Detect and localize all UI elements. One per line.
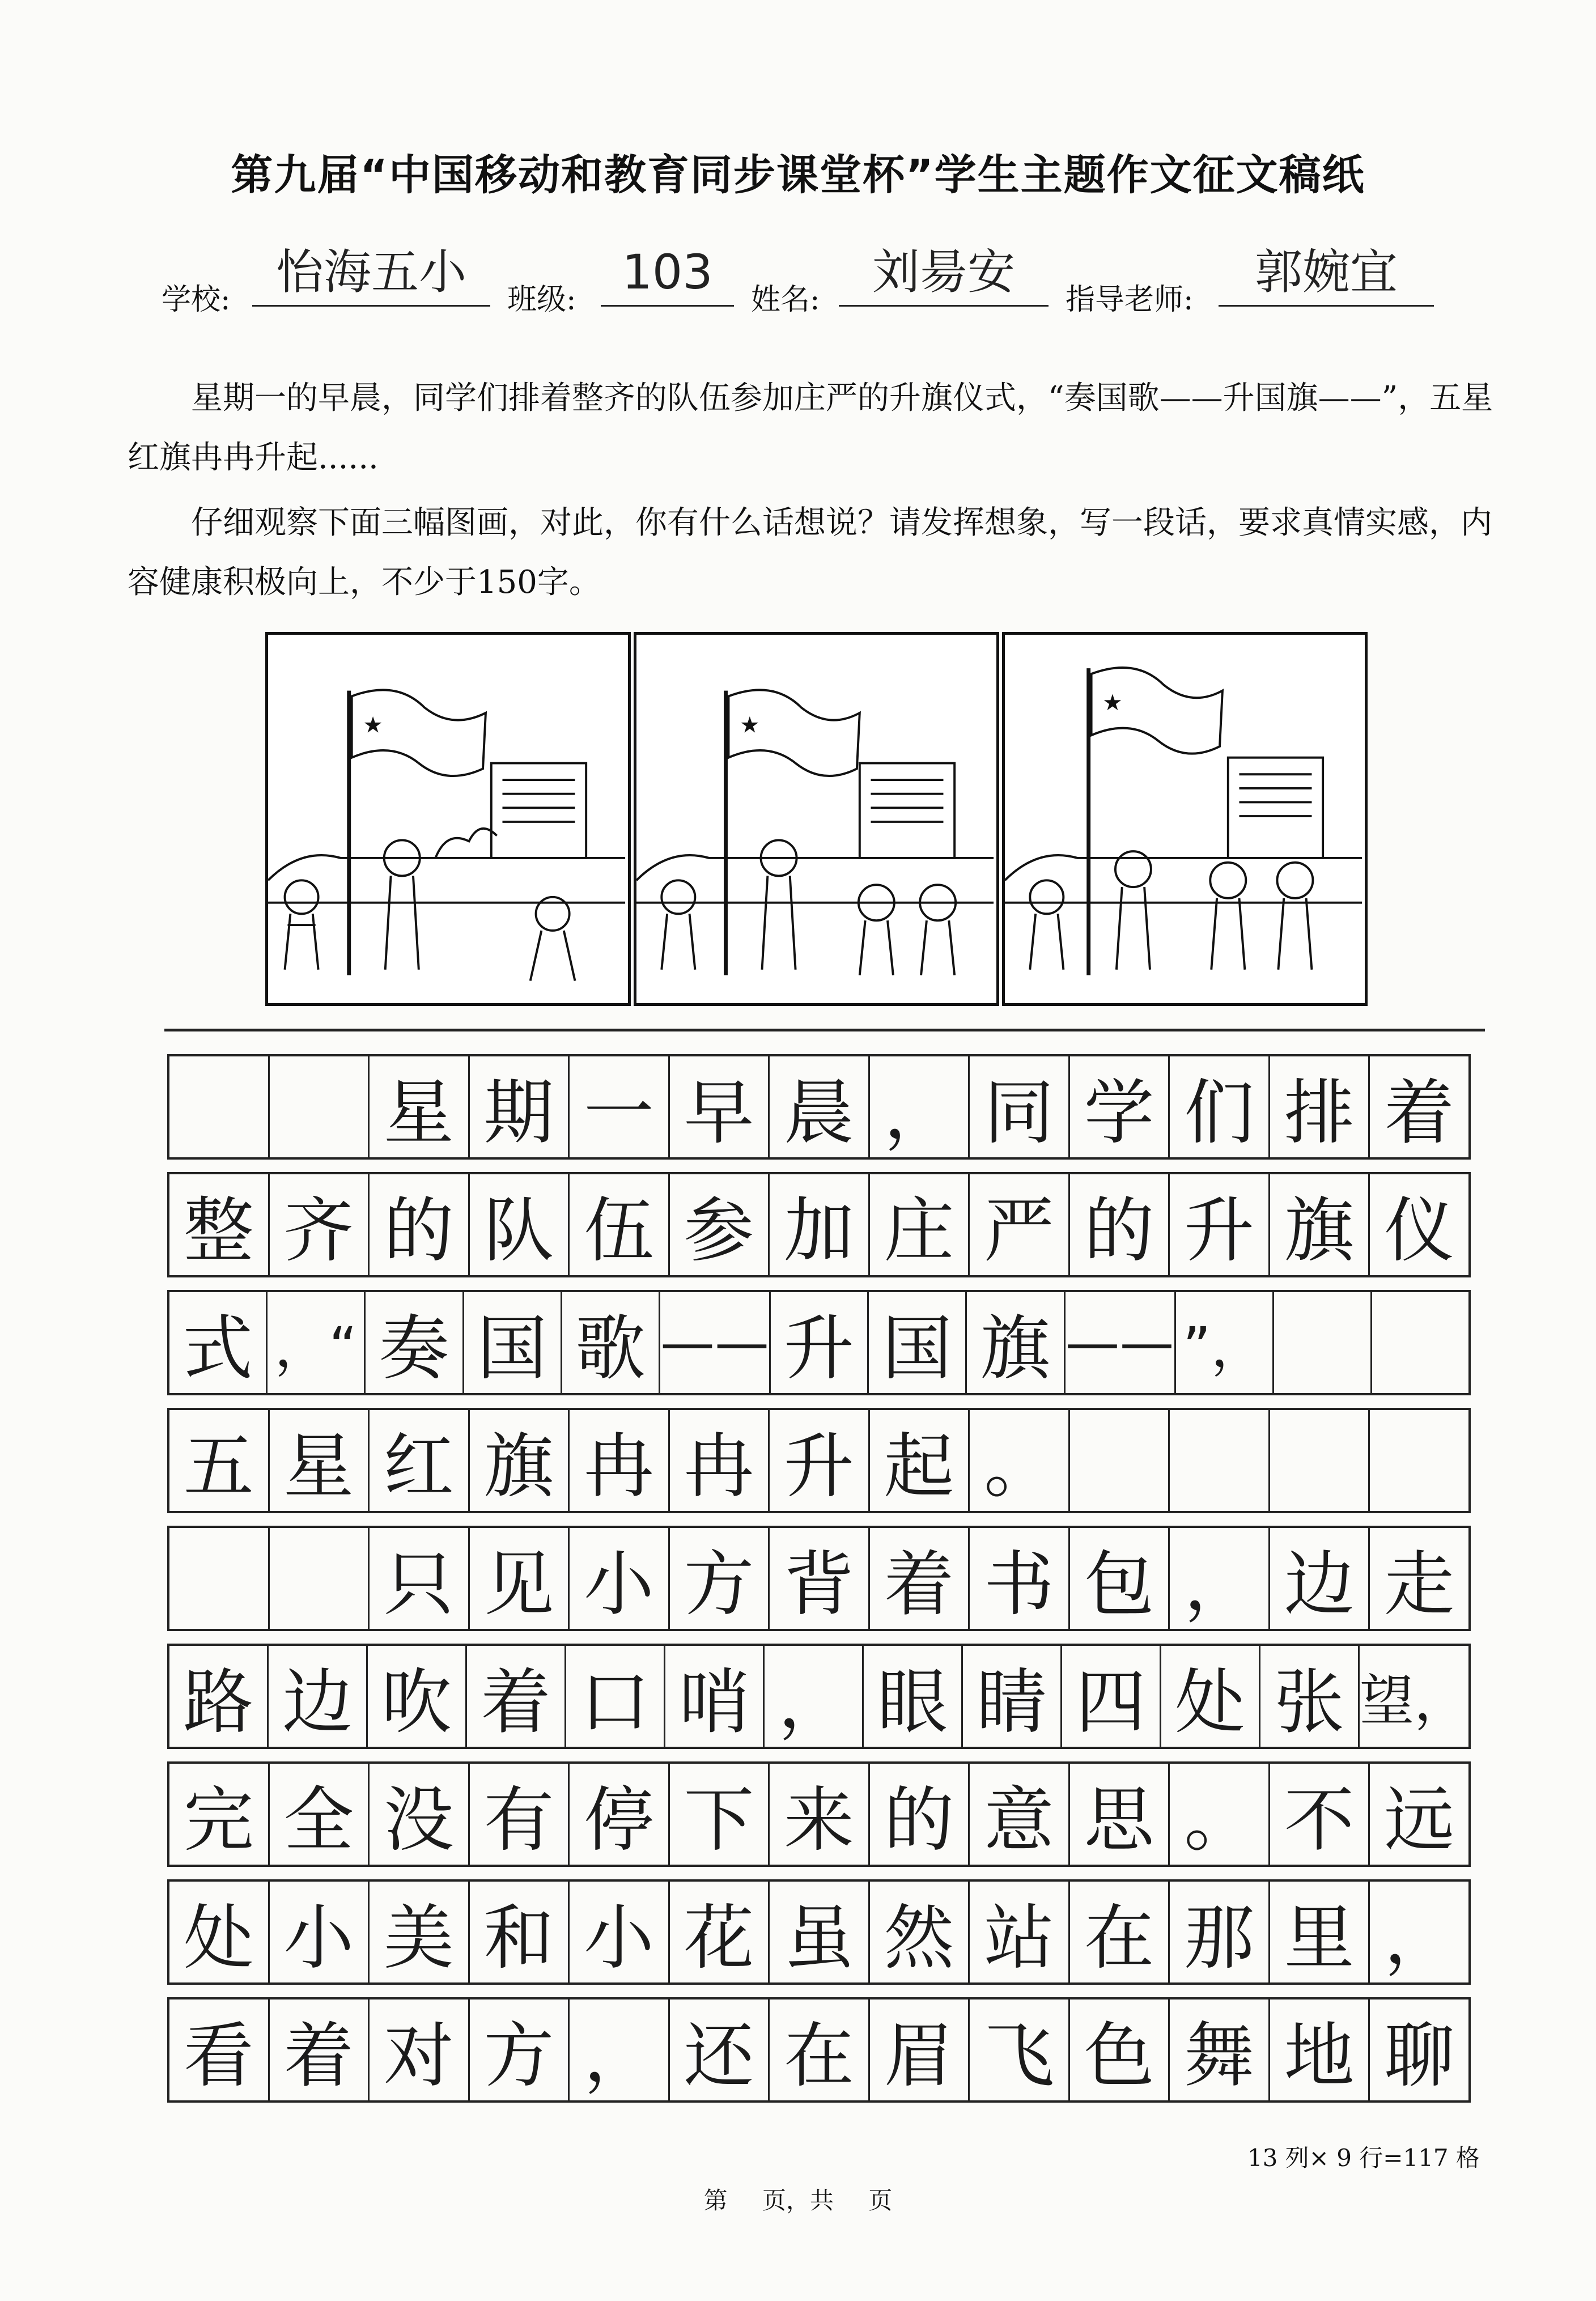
grid-cell[interactable]: 齐 — [270, 1174, 370, 1275]
grid-cell[interactable]: 的 — [870, 1764, 970, 1865]
grid-cell[interactable]: 处 — [1161, 1646, 1260, 1747]
grid-cell[interactable]: 包 — [1070, 1528, 1170, 1629]
page-label: 第 — [703, 2187, 728, 2214]
teacher-field[interactable]: 郭婉宜 — [1219, 244, 1434, 307]
grid-cell[interactable]: 睛 — [963, 1646, 1062, 1747]
picture-panel-2 — [634, 632, 999, 1006]
grid-cell[interactable]: 望， — [1360, 1669, 1468, 1733]
grid-cell[interactable]: 旗 — [967, 1292, 1065, 1393]
grid-cell[interactable]: ”， — [1176, 1292, 1274, 1393]
grid-cell[interactable]: 思 — [1070, 1764, 1170, 1865]
picture-panel-1 — [265, 632, 631, 1006]
grid-cell[interactable]: 还 — [670, 1999, 770, 2100]
grid-row — [167, 1172, 1471, 1277]
grid-cell[interactable]: 国 — [869, 1292, 967, 1393]
grid-cell[interactable]: 书 — [970, 1528, 1070, 1629]
grid-cell[interactable]: 方 — [670, 1528, 770, 1629]
grid-cell[interactable]: 然 — [870, 1882, 970, 1982]
grid-cell[interactable]: 意 — [970, 1764, 1070, 1865]
grid-cell[interactable]: 的 — [1070, 1174, 1170, 1275]
grid-cell[interactable]: 队 — [470, 1174, 570, 1275]
grid-cell[interactable]: 见 — [470, 1528, 570, 1629]
grid-size-note: 13 列× 9 行=117 格 — [1247, 2144, 1480, 2172]
grid-cell[interactable]: 站 — [970, 1882, 1070, 1982]
grid-cell[interactable]: 来 — [770, 1764, 870, 1865]
page-mid-label: 页，共 — [762, 2187, 834, 2214]
grid-cell[interactable]: 方 — [470, 1999, 570, 2100]
grid-cell[interactable]: 。 — [1170, 1764, 1270, 1865]
grid-cell[interactable]: 远 — [1384, 1780, 1455, 1861]
grid-cell[interactable]: 升 — [770, 1410, 870, 1511]
grid-cell[interactable]: 边 — [269, 1646, 368, 1747]
grid-cell[interactable]: 哨 — [665, 1646, 765, 1747]
grid-cell[interactable]: 有 — [470, 1764, 570, 1865]
grid-cell[interactable]: 只 — [370, 1528, 470, 1629]
class-label: 班级: — [507, 283, 576, 317]
grid-cell[interactable]: 星 — [370, 1056, 470, 1157]
grid-cell[interactable]: 背 — [770, 1528, 870, 1629]
grid-cell[interactable]: ， — [870, 1056, 970, 1157]
grid-cell[interactable] — [1270, 1410, 1370, 1511]
grid-cell[interactable]: 庄 — [870, 1174, 970, 1275]
grid-cell[interactable]: 冉 — [670, 1410, 770, 1511]
grid-row — [167, 1290, 1471, 1395]
grid-cell[interactable]: 升 — [771, 1292, 869, 1393]
grid-cell[interactable] — [169, 1528, 270, 1629]
flag-raising-illustration-2 — [636, 635, 996, 1003]
prompt-paragraph-1: 星期一的早晨，同学们排着整齐的队伍参加庄严的升旗仪式，“奏国歌——升国旗——”，五星红旗冉冉升起...... — [128, 380, 1493, 476]
grid-cell[interactable]: 旗 — [470, 1410, 570, 1511]
grid-cell[interactable] — [1170, 1410, 1270, 1511]
grid-row — [167, 1408, 1471, 1513]
picture-panel-3 — [1002, 632, 1368, 1006]
grid-cell[interactable]: 舞 — [1170, 1999, 1270, 2100]
grid-cell[interactable]: 冉 — [570, 1410, 670, 1511]
grid-cell[interactable]: ， — [1384, 1897, 1455, 1979]
grid-row — [167, 1526, 1471, 1631]
prompt-paragraph-2: 仔细观察下面三幅图画，对此，你有什么话想说？请发挥想象，写一段话，要求真情实感，内容健康积极向上，不少于150字。 — [128, 504, 1492, 601]
name-field[interactable]: 刘昜安 — [839, 244, 1049, 307]
grid-cell[interactable]: 着 — [870, 1528, 970, 1629]
grid-cell[interactable]: 那 — [1170, 1882, 1270, 1982]
grid-cell[interactable]: 的 — [370, 1174, 470, 1275]
grid-cell[interactable]: 着 — [1384, 1072, 1455, 1154]
grid-cell[interactable]: 旗 — [1270, 1174, 1370, 1275]
flag-raising-illustration-3 — [1005, 635, 1365, 1003]
grid-cell[interactable]: 停 — [570, 1764, 670, 1865]
grid-cell[interactable]: 整 — [169, 1174, 270, 1275]
grid-cell[interactable] — [270, 1528, 370, 1629]
grid-cell[interactable]: 和 — [470, 1882, 570, 1982]
grid-cell[interactable]: 。 — [970, 1410, 1070, 1511]
grid-cell[interactable]: 地 — [1270, 1999, 1370, 2100]
grid-cell[interactable]: 眉 — [870, 1999, 970, 2100]
school-field[interactable]: 怡海五小 — [252, 244, 490, 307]
grid-cell[interactable]: 聊 — [1384, 2015, 1455, 2097]
grid-cell[interactable]: 五 — [169, 1410, 270, 1511]
grid-cell[interactable]: —— — [1066, 1292, 1176, 1393]
grid-cell[interactable]: 红 — [370, 1410, 470, 1511]
grid-cell[interactable]: 花 — [670, 1882, 770, 1982]
grid-cell[interactable]: 小 — [270, 1882, 370, 1982]
grid-row — [167, 1761, 1471, 1867]
page-title: 第九届“中国移动和教育同步课堂杯”学生主题作文征文稿纸 — [231, 151, 1365, 199]
grid-cell[interactable]: 晨 — [770, 1056, 870, 1157]
grid-cell[interactable]: 吹 — [368, 1646, 467, 1747]
grid-row — [167, 1054, 1471, 1160]
grid-cell[interactable]: ， — [570, 1999, 670, 2100]
grid-cell[interactable]: 小 — [570, 1528, 670, 1629]
grid-cell[interactable] — [1370, 1410, 1468, 1511]
grid-row — [167, 1997, 1471, 2103]
grid-cell[interactable]: 美 — [370, 1882, 470, 1982]
grid-cell[interactable]: 对 — [370, 1999, 470, 2100]
grid-cell[interactable]: 张 — [1260, 1646, 1360, 1747]
grid-cell[interactable] — [1372, 1292, 1468, 1393]
page-number — [0, 2182, 1596, 2216]
grid-cell[interactable]: 飞 — [970, 1999, 1070, 2100]
grid-cell[interactable]: 们 — [1170, 1056, 1270, 1157]
name-label: 姓名: — [751, 283, 820, 317]
grid-cell[interactable]: 全 — [270, 1764, 370, 1865]
grid-cell[interactable]: 一 — [570, 1056, 670, 1157]
grid-cell[interactable] — [1274, 1292, 1372, 1393]
grid-cell[interactable]: 在 — [1070, 1882, 1170, 1982]
grid-row — [167, 1644, 1471, 1749]
grid-cell[interactable]: 排 — [1270, 1056, 1370, 1157]
grid-cell[interactable]: 在 — [770, 1999, 870, 2100]
school-label: 学校: — [162, 283, 231, 317]
grid-cell[interactable]: 走 — [1384, 1544, 1455, 1625]
grid-cell[interactable]: 式 — [169, 1292, 268, 1393]
grid-cell[interactable]: 小 — [570, 1882, 670, 1982]
grid-cell[interactable]: 奏 — [366, 1292, 464, 1393]
grid-cell[interactable]: 期 — [470, 1056, 570, 1157]
divider-line — [164, 1029, 1485, 1031]
grid-cell[interactable]: ，“ — [268, 1292, 366, 1393]
grid-cell[interactable]: 着 — [270, 1999, 370, 2100]
grid-cell[interactable]: 色 — [1070, 1999, 1170, 2100]
grid-cell[interactable]: 眼 — [864, 1646, 963, 1747]
grid-cell[interactable]: 看 — [169, 1999, 270, 2100]
grid-cell[interactable]: 虽 — [770, 1882, 870, 1982]
class-field[interactable]: 103 — [601, 244, 734, 307]
grid-cell[interactable]: 伍 — [570, 1174, 670, 1275]
svg-text:★: ★ — [1102, 690, 1123, 716]
grid-cell[interactable]: 里 — [1270, 1882, 1370, 1982]
grid-cell[interactable]: 着 — [467, 1646, 566, 1747]
grid-cell[interactable]: 参 — [670, 1174, 770, 1275]
grid-cell[interactable]: 边 — [1270, 1528, 1370, 1629]
grid-cell[interactable]: 升 — [1170, 1174, 1270, 1275]
grid-cell[interactable]: 国 — [464, 1292, 562, 1393]
page-end-label: 页 — [868, 2187, 893, 2214]
grid-cell[interactable]: 起 — [870, 1410, 970, 1511]
grid-cell[interactable]: ， — [1170, 1528, 1270, 1629]
grid-cell[interactable] — [169, 1056, 270, 1157]
teacher-label: 指导老师: — [1066, 283, 1194, 317]
grid-cell[interactable]: ， — [765, 1646, 864, 1747]
svg-text:★: ★ — [363, 712, 383, 738]
grid-cell[interactable]: 严 — [970, 1174, 1070, 1275]
grid-cell[interactable]: —— — [660, 1292, 771, 1393]
grid-cell[interactable]: 口 — [566, 1646, 665, 1747]
grid-cell[interactable]: 歌 — [562, 1292, 660, 1393]
grid-cell[interactable]: 下 — [670, 1764, 770, 1865]
grid-cell[interactable]: 没 — [370, 1764, 470, 1865]
grid-cell[interactable]: 四 — [1062, 1646, 1161, 1747]
grid-cell[interactable]: 处 — [169, 1882, 270, 1982]
grid-row — [167, 1879, 1471, 1985]
grid-cell[interactable]: 完 — [169, 1764, 270, 1865]
svg-text:★: ★ — [740, 712, 760, 738]
grid-cell[interactable]: 学 — [1070, 1056, 1170, 1157]
flag-raising-illustration-1 — [268, 635, 628, 1003]
grid-cell[interactable]: 早 — [670, 1056, 770, 1157]
grid-cell[interactable]: 加 — [770, 1174, 870, 1275]
grid-cell[interactable]: 星 — [270, 1410, 370, 1511]
picture-panels — [265, 632, 1376, 1009]
grid-cell[interactable] — [1070, 1410, 1170, 1511]
grid-cell[interactable]: 仪 — [1384, 1190, 1455, 1272]
grid-cell[interactable]: 不 — [1270, 1764, 1370, 1865]
student-info-row — [0, 244, 1596, 323]
grid-cell[interactable]: 同 — [970, 1056, 1070, 1157]
grid-cell[interactable] — [270, 1056, 370, 1157]
grid-cell[interactable]: 路 — [169, 1646, 269, 1747]
